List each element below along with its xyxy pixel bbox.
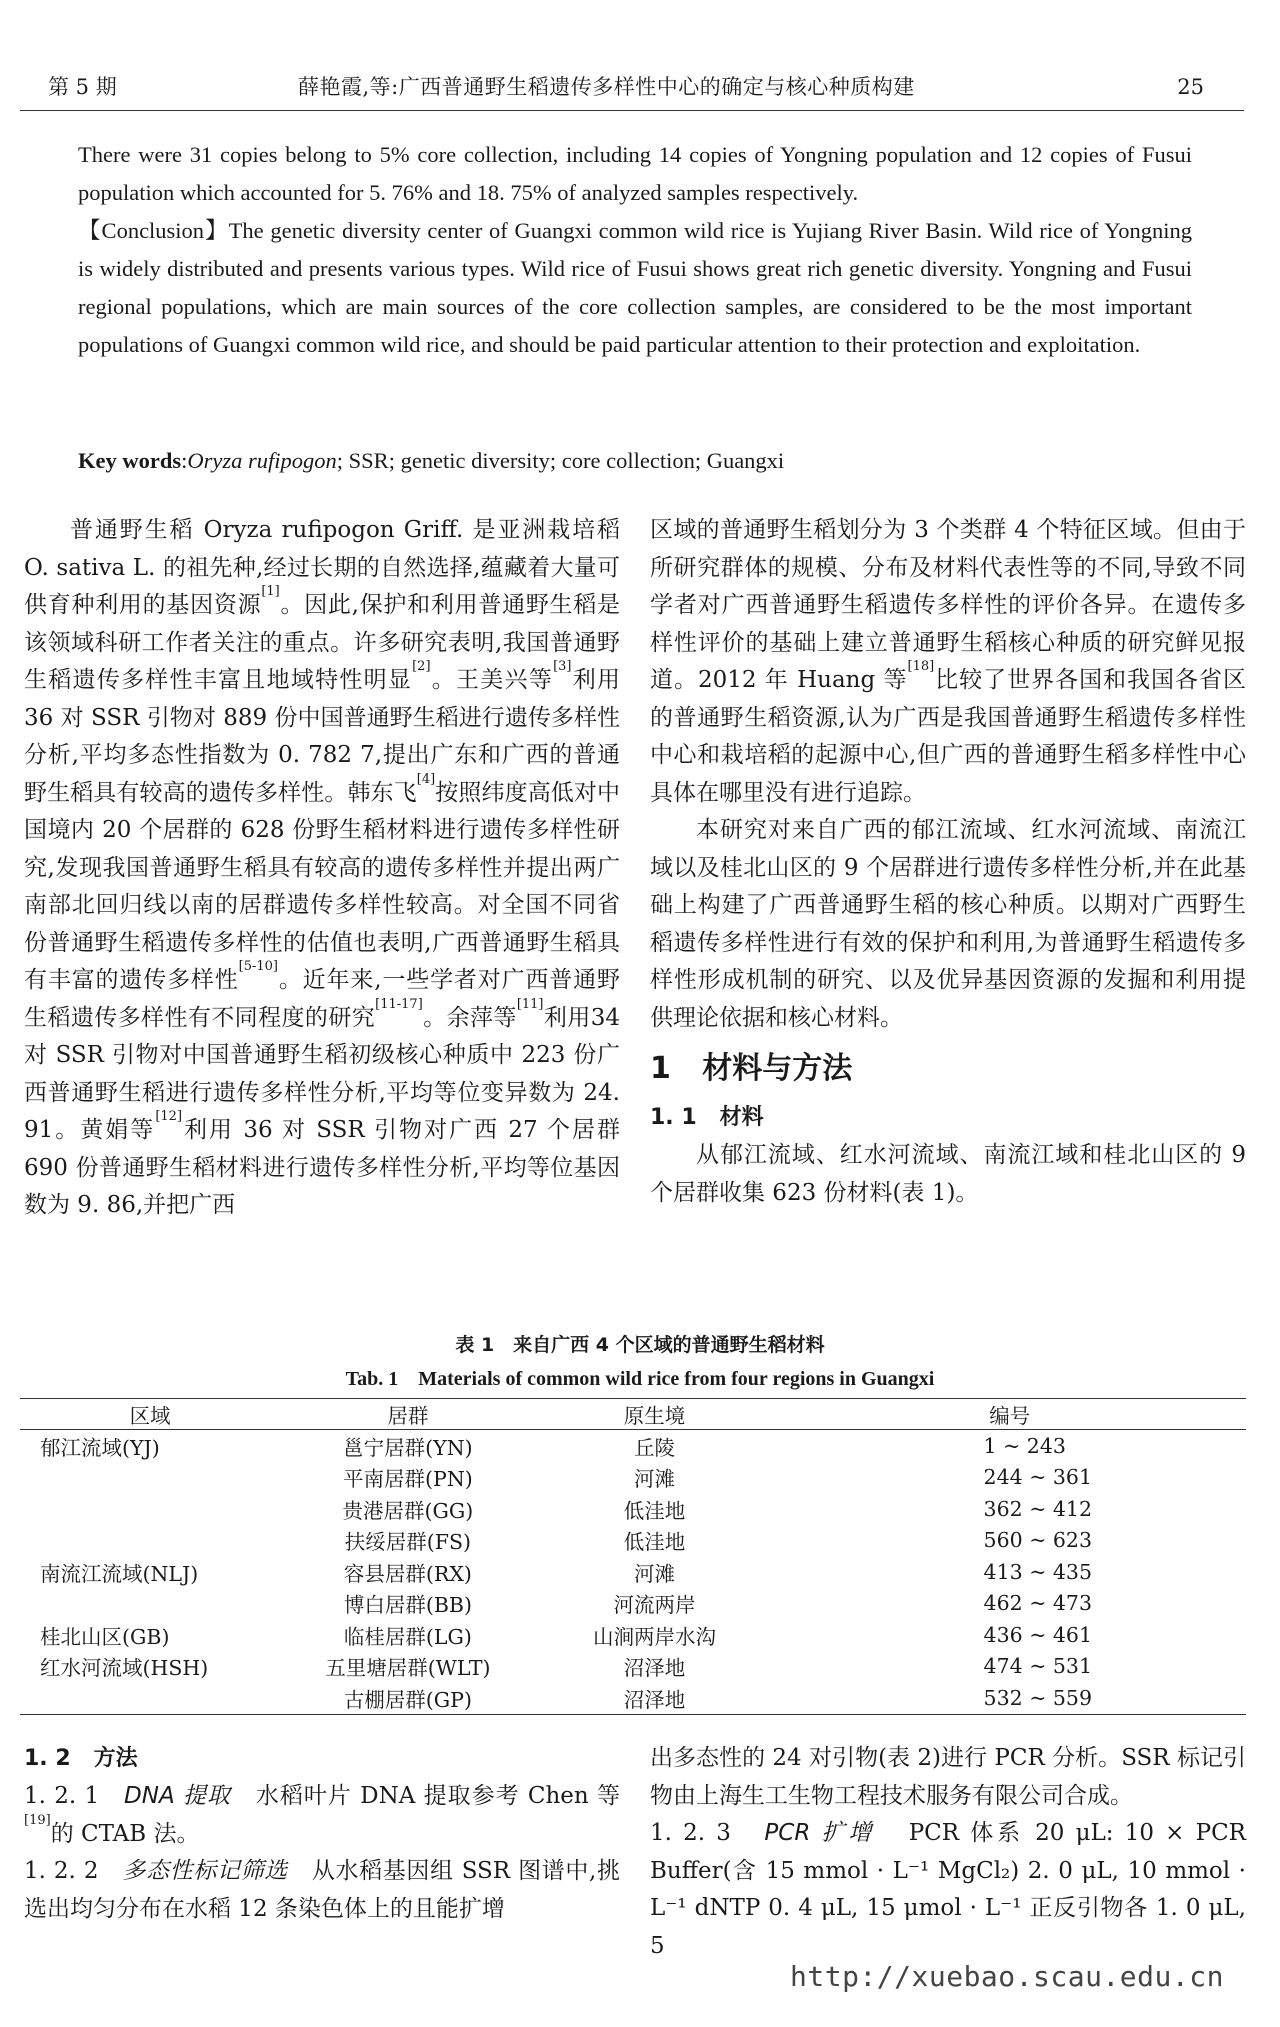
citation: [2]: [412, 659, 431, 674]
keywords-sep: :: [181, 448, 188, 473]
cell-region: 红水河流域(HSH): [40, 1656, 209, 1681]
citation: [3]: [553, 659, 572, 674]
table-row: [20, 1493, 1246, 1525]
cell-region: [20, 1525, 280, 1557]
running-header: [48, 72, 1228, 108]
cell-number: 532 ~ 559: [774, 1682, 1246, 1714]
cell-population: 邕宁居群(YN): [343, 1435, 473, 1460]
column-header: 编号: [774, 1399, 1246, 1430]
cell-number: 474 ~ 531: [983, 1654, 1093, 1679]
cell-region: [20, 1462, 280, 1494]
citation: [1]: [261, 584, 280, 599]
subsection-heading-1-1: 1. 1 材料: [650, 1105, 764, 1130]
page-number: 25: [1177, 75, 1204, 99]
table-row: [20, 1556, 1246, 1588]
cell-population: 容县居群(RX): [343, 1561, 472, 1586]
cell-population: 古棚居群(GP): [280, 1682, 535, 1714]
table-row: [20, 1651, 1246, 1683]
table-caption-en: Tab. 1 Materials of common wild rice from four regions in Guangxi: [345, 1368, 935, 1390]
column-header: 居群: [280, 1399, 535, 1430]
running-title: 薛艳霞,等:广西普通野生稻遗传多样性中心的确定与核心种质构建: [298, 75, 915, 99]
cell-region: [20, 1682, 280, 1714]
cell-habitat: 沼泽地: [623, 1656, 686, 1681]
header-rule: [20, 110, 1244, 111]
marker-paragraph-cont: 出多态性的 24 对引物(表 2)进行 PCR 分析。SSR 标记引物由上海生工生物工程技术服务有限公司合成。: [650, 1745, 1246, 1809]
keywords-italic-term: Oryza rufipogon: [187, 448, 337, 473]
cell-habitat: 河流两岸: [613, 1593, 696, 1618]
citation: [11]: [516, 996, 544, 1012]
table-header-row: [20, 1399, 1246, 1430]
column-header: 原生境: [536, 1399, 774, 1430]
cell-population: 平南居群(PN): [343, 1467, 473, 1492]
abstract-results: There were 31 copies belong to 5% core collection, including 14 copies of Yongning population and 12 copies of Fusui population which accounted for 5. 76% and 18. 75% of analyzed samples respectively.: [78, 142, 1192, 205]
cell-population: 五里塘居群(WLT): [325, 1656, 491, 1681]
cell-population: 贵港居群(GG): [342, 1498, 474, 1523]
citation: [5-10]: [238, 959, 278, 974]
citation: [12]: [155, 1109, 183, 1124]
cell-region: [20, 1588, 280, 1620]
citation: [18]: [907, 659, 935, 674]
cell-region: 桂北山区(GB): [40, 1624, 170, 1649]
materials-paragraph: 从郁江流域、红水河流域、南流江域和桂北山区的 9 个居群收集 623 份材料(表 1)。: [650, 1142, 1246, 1206]
lower-column-right: [650, 1740, 1246, 1965]
keywords-list: ; SSR; genetic diversity; core collection; Guangxi: [336, 448, 785, 473]
section-title: 材料与方法: [702, 1051, 853, 1086]
table-row: [20, 1619, 1246, 1651]
cell-habitat: 河滩: [634, 1561, 676, 1586]
english-abstract: [78, 136, 1192, 364]
subsection-heading-1-2: 1. 2 方法: [24, 1746, 138, 1771]
keywords-line: [78, 442, 1192, 480]
intro-paragraph-2: 本研究对来自广西的郁江流域、红水河流域、南流江域以及桂北山区的 9 个居群进行遗传多样性分析,并在此基础上构建了广西普通野生稻的核心种质。以期对广西野生稻遗传多样性进行有效的保护和利用,为普通野生稻遗传多样性形成机制的研究、以及优异基因资源的发掘和利用提供理论依据和核心材料。: [650, 817, 1246, 1031]
keywords-label: Key words: [78, 448, 182, 473]
lower-column-left: [24, 1740, 620, 1928]
method-marker-screening: 1. 2. 2 多态性标记筛选 从水稻基因组 SSR 图谱中,挑选出均匀分布在水稻 12 条染色体上的且能扩增: [24, 1858, 620, 1922]
cell-habitat: 丘陵: [634, 1435, 676, 1460]
intro-paragraph-1-cont: 区域的普通野生稻划分为 3 个类群 4 个特征区域。但由于所研究群体的规模、分布及材料代表性等的不同,导致不同学者对广西普通野生稻遗传多样性的评价各异。在遗传多样性评价的基础上建立普通野生稻核心种质的研究鲜见报道。2012 年 Huang 等[18]比较了世界各国和我国各省区的普通野生稻资源,认为广西是我国普通野生稻遗传多样性中心和栽培稻的起源中心,但广西的普通野生稻多样性中心具体在哪里没有进行追踪。: [650, 517, 1247, 806]
body-column-right: [650, 512, 1246, 1212]
table-row: [20, 1682, 1246, 1714]
cell-number: 244 ~ 361: [983, 1465, 1093, 1490]
cell-habitat: 沼泽地: [536, 1682, 774, 1714]
citation: [11-17]: [375, 996, 423, 1012]
cell-population: 博白居群(BB): [343, 1593, 472, 1618]
method-pcr: 1. 2. 3 PCR 扩增 PCR 体系 20 μL: 10 × PCR Buffer(含 15 mmol · L⁻¹ MgCl₂) 2. 0 μL, 10 mmol · L⁻¹ dNTP 0. 4 μL, 15 μmol · L⁻¹ 正反引物各 1. 0 μL, 5: [650, 1820, 1246, 1959]
cell-number: 462 ~ 473: [983, 1591, 1093, 1616]
table-row: [20, 1525, 1246, 1557]
materials-table: [20, 1398, 1246, 1715]
body-column-left: [24, 512, 620, 1225]
cell-number: 560 ~ 623: [983, 1528, 1093, 1553]
abstract-conclusion: 【Conclusion】The genetic diversity center of Guangxi common wild rice is Yujiang River Basin. Wild rice of Yongning is widely distributed and presents various types. Wild rice of Fusui shows great rich genetic diversity. Yongning and Fusui regional populations, which are main sources of the core collection samples, are considered to be the most important populations of Guangxi common wild rice, and should be paid particular attention to their protection and exploitation.: [78, 218, 1192, 357]
column-header: 区域: [20, 1399, 280, 1430]
method-dna-extraction: 1. 2. 1 DNA 提取 水稻叶片 DNA 提取参考 Chen 等[19]的 CTAB 法。: [24, 1783, 620, 1847]
cell-population: 临桂居群(LG): [343, 1624, 472, 1649]
cell-number: 413 ~ 435: [983, 1559, 1093, 1584]
cell-region: [20, 1493, 280, 1525]
section-number: 1: [650, 1051, 671, 1086]
cell-population: 扶绥居群(FS): [344, 1530, 472, 1555]
cell-number: 1 ~ 243: [983, 1433, 1066, 1458]
issue-number: 第 5 期: [48, 75, 117, 99]
cell-number: 436 ~ 461: [983, 1622, 1093, 1647]
cell-region: 郁江流域(YJ): [40, 1435, 160, 1460]
citation: [4]: [416, 771, 436, 787]
citation: [19]: [24, 1812, 51, 1828]
journal-url-watermark: http://xuebao.scau.edu.cn: [790, 1960, 1224, 1993]
table-row: [20, 1430, 1246, 1462]
intro-paragraph-1: 普通野生稻 Oryza rufipogon Griff. 是亚洲栽培稻 O. sativa L. 的祖先种,经过长期的自然选择,蕴藏着大量可供育种利用的基因资源[1]。因此,保护和利用普通野生稻是该领域科研工作者关注的重点。许多研究表明,我国普通野生稻遗传多样性丰富且地域特性明显[2]。王美兴等[3]利用 36 对 SSR 引物对 889 份中国普通野生稻进行遗传多样性分析,平均多态性指数为 0. 782 7,提出广东和广西的普通野生稻具有较高的遗传多样性。韩东飞[4]按照纬度高低对中国境内 20 个居群的 628 份野生稻材料进行遗传多样性研究,发现我国普通野生稻具有较高的遗传多样性并提出两广南部北回归线以南的居群遗传多样性较高。对全国不同省份普通野生稻遗传多样性的估值也表明,广西普通野生稻具有丰富的遗传多样性[5-10]。近年来,一些学者对广西普通野生稻遗传多样性有不同程度的研究[11-17]。余萍等[11]利用34 对 SSR 引物对中国普通野生稻初级核心种质中 223 份广西普通野生稻进行遗传多样性分析,平均等位变异数为 24. 91。黄娟等[12]利用 36 对 SSR 引物对广西 27 个居群 690 份普通野生稻材料进行遗传多样性分析,平均等位基因数为 9. 86,并把广西: [24, 517, 621, 1218]
cell-habitat: 河滩: [634, 1467, 676, 1492]
section-heading-1: [650, 1043, 1246, 1095]
cell-region: 南流江流域(NLJ): [40, 1561, 199, 1586]
cell-number: 362 ~ 412: [983, 1496, 1093, 1521]
table-row: [20, 1588, 1246, 1620]
cell-habitat: 低洼地: [623, 1530, 686, 1555]
table-caption-cn: 表 1 来自广西 4 个区域的普通野生稻材料: [455, 1334, 825, 1356]
cell-habitat: 山涧两岸水沟: [593, 1624, 717, 1649]
table-row: [20, 1462, 1246, 1494]
cell-habitat: 低洼地: [623, 1498, 686, 1523]
